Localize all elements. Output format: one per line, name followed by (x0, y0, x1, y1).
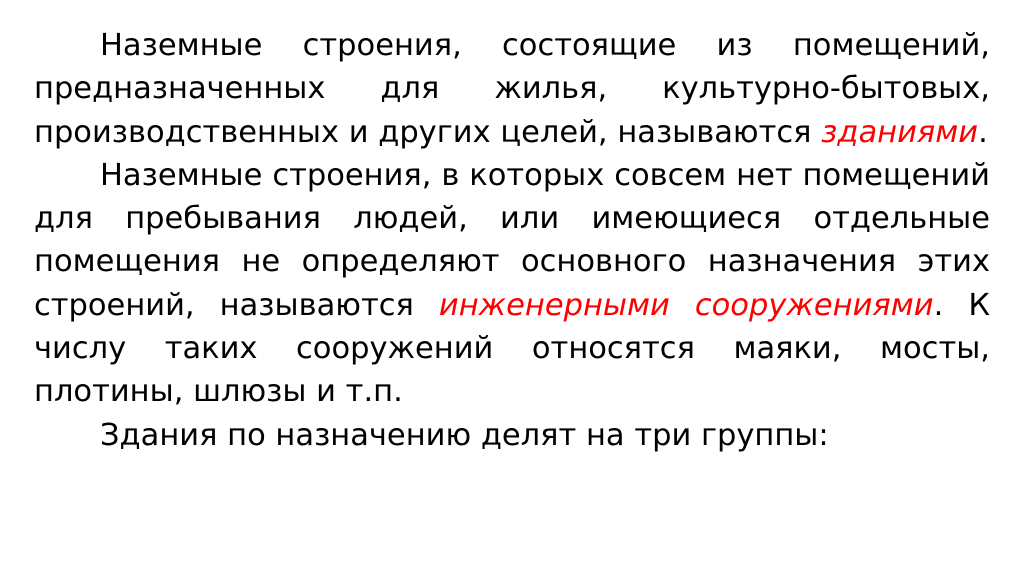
paragraph-buildings-definition (34, 24, 990, 154)
paragraph-1-text-before-term: Наземные строения, состоящие из помещений, предназначенных для жилья, культурно-бытовых, производственных и других целей, называются (34, 28, 990, 150)
term-inzhenernymi-sooruzheniyami: инженерными сооружениями (438, 287, 934, 323)
paragraph-building-groups-intro (34, 414, 990, 457)
paragraph-3-text: Здания по назначению делят на три группы: (100, 417, 829, 453)
paragraph-2-text-before-term: Наземные строения, в которых совсем нет помещений для пребывания людей, или имеющиеся отдельные помещения не определяют основного назначения этих строений, называются (34, 157, 990, 323)
term-zdaniyami: зданиями (821, 114, 979, 150)
paragraph-1-text-after-term: . (978, 114, 988, 150)
slide-text-body (34, 24, 990, 457)
paragraph-2-text-after-term: . К числу таких сооружений относятся маяки, мосты, плотины, шлюзы и т.п. (34, 287, 990, 410)
paragraph-engineering-structures-definition (34, 154, 990, 414)
